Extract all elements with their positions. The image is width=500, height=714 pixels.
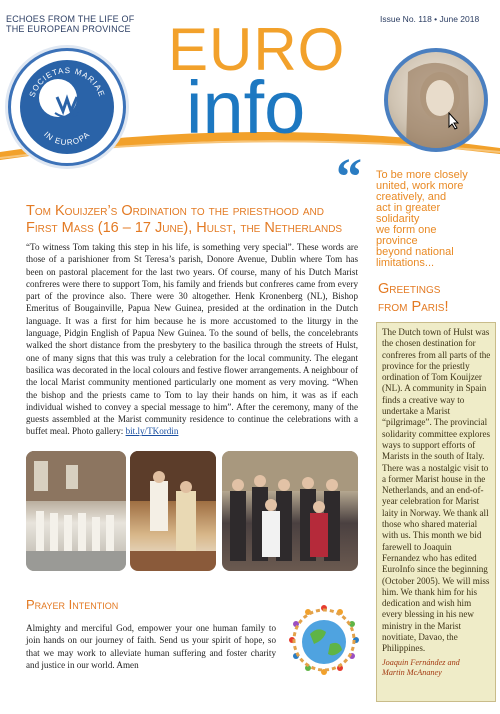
sidebar-signature: Joaquin Fernández and Martin McAnaney [382, 657, 460, 678]
sidebar-body: The Dutch town of Hulst was the chosen destination for confreres from all parts of the province for the priestly ordination of Tom Kouijzer (NL). A community in Spain finds a creative way to undertake a Marist “pilgrimage”. The provincial solidarity committee explores ways to support efforts of Marists in the south of Italy. There was a nostalgic visit to a former Marist house in the Netherlands, and an end-of-year celebration for Marist laity in Norway. We thank all those who shared material with us. This month we bid farewell to Joaquin Fernandez who has edited EuroInfo since the beginning (October 2005). We will miss him. We thank him for his dedication and wish him every blessing in his new ministry in the Marist novitiate, Davao, the Philippines. [382, 327, 491, 654]
svg-text:IN EUROPA: IN EUROPA [42, 129, 92, 148]
prayer-intention-title: Prayer Intention [26, 597, 119, 612]
article-title: Tom Kouijzer’s Ordination to the priesthood and First Mass (16 – 17 June), Hulst, the Netherlands [26, 203, 343, 236]
quote-mark-icon: “ [336, 149, 362, 206]
group-photo [222, 451, 358, 571]
photo-gallery-link[interactable]: bit.ly/TKordin [125, 426, 179, 437]
globe-people-icon [284, 600, 364, 680]
ordination-photo [130, 451, 216, 571]
prayer-intention-body: Almighty and merciful God, empower your one human family to join hands on our journey of faith. Send us your spirit of hope, so that we may work to alleviate human suffering and foster charity and justice in our world. Amen [26, 623, 276, 670]
issue-info: Issue No. 118 • June 2018 [380, 14, 480, 24]
article-body: “To witness Tom taking this step in his life, is something very special”. These words are those of a parishioner from St Teresa’s parish, Donore Avenue, Dublin where Tom has been on pastoral placement for the last two years. Of course, many of his Dutch Marist confreres were there to support Tom, his family and friends but confreres came from every part of the province also. There were 30 altogether. Henk Kronenberg (NL), Bishop Emeritus of Bougainville, Papua New Guinea, presided at the ordination in the Dutch language. It was a first for him because he is more accustomed to the liturgy in the language, Pidgin English of Papua New Guinea. To the sound of bells, the concelebrants walked the short distance from the presbytery to the basilica through the streets of Hulst, one of many signs that this was truly a celebration for the local community. The elegant basilica was decorated in the local colours and festive flower arrangements. A neighbour of the local Marist community mentioned particularly one moment as very moving. “When the bishop and the priests came to Tom to lay their hands on him, it was as if each individual wished to convey a special message to him”. After the ceremony, many of the guests assembled at the Marist community residence to continue the celebrations with a buffet meal. Photo gallery: bit.ly/TKordin [26, 242, 358, 437]
brand-euro: EURO [168, 16, 346, 83]
newsletter-tagline: ECHOES FROM THE LIFE OF THE EUROPEAN PROVINCE [6, 14, 135, 34]
brand-info: info [186, 66, 306, 149]
mary-statue-photo [384, 48, 488, 152]
procession-photo [26, 451, 126, 571]
society-seal-logo [8, 48, 126, 166]
greetings-sidebar [376, 322, 496, 702]
sidebar-title: Greetings from Paris! [378, 281, 449, 315]
svg-text:SOCIETAS MARIAE: SOCIETAS MARIAE [27, 65, 107, 99]
mouse-pointer-icon [448, 112, 460, 130]
pull-quote: To be more closely united, work more creatively, and act in greater solidarity we form one province beyond national limitations... [376, 169, 468, 269]
header [0, 0, 500, 165]
